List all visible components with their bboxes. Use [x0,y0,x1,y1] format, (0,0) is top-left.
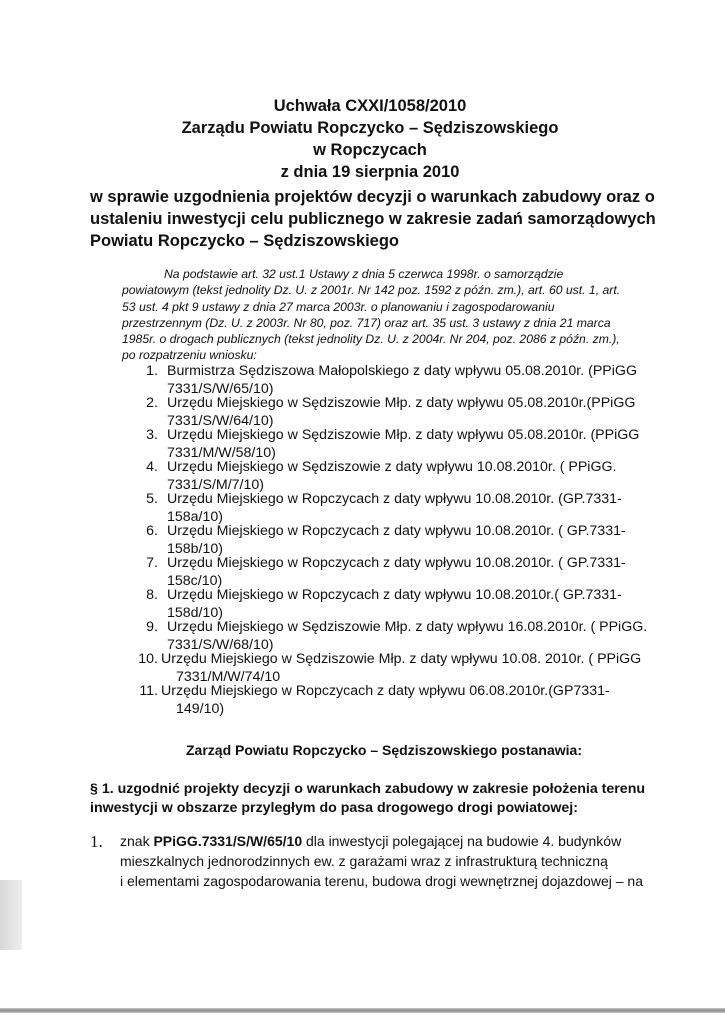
legal-basis-line: 53 ust. 4 pkt 9 ustawy z dnia 27 marca 2003r. o planowaniu i zagospodarowaniu [122,299,555,314]
resolution-date: z dnia 19 sierpnia 2010 [280,163,460,181]
item-number: 4. [146,459,158,475]
item-text: Urzędu Miejskiego w Sędziszowie z daty wpływu 10.08.2010r. ( PPiGG. [167,459,617,475]
section-line: inwestycji w obszarze przyległym do pasa drogowego drogi powiatowej: [90,800,578,816]
legal-basis [122,266,688,364]
scan-edge-mark [0,880,22,950]
subject-line: w sprawie uzgodnienia projektów decyzji o warunkach zabudowy oraz o [90,188,655,206]
item-text: Urzędu Miejskiego w Ropczycach z daty wpływu 10.08.2010r. ( GP.7331- [167,523,626,539]
issuing-authority: Zarządu Powiatu Ropczycko – Sędziszowskiego [181,119,559,137]
item-text: 158b/10) [167,541,224,557]
item-number: 3. [146,427,158,443]
legal-basis-line: 1985r. o drogach publicznych (tekst jednolity Dz. U. z 2004r. Nr 204, poz. 2086 z późn. zm.), [122,332,620,347]
item-number: 7. [146,555,158,571]
item-text: Urzędu Miejskiego w Ropczycach z daty wpływu 10.08.2010r. ( GP.7331- [167,555,626,571]
item-number: 10. [138,651,158,667]
point-line [120,832,621,851]
legal-basis-line: po rozpatrzeniu wniosku: [122,348,257,363]
item-number: 11. [139,683,158,699]
item-text: 7331/S/W/68/10) [167,637,274,653]
section-1 [90,780,700,818]
subject-line: Powiatu Ropczycko – Sędziszowskiego [90,232,399,250]
item-text: Urzędu Miejskiego w Ropczycach z daty wpływu 06.08.2010r.(GP7331- [161,683,610,699]
item-text: 158a/10) [167,509,224,525]
item-text: 7331/S/W/64/10) [167,413,274,429]
point-line: i elementami zagospodarowania terenu, budowa drogi wewnętrznej dojazdowej – na [120,873,643,889]
legal-basis-line: Na podstawie art. 32 ust.1 Ustawy z dnia 5 czerwca 1998r. o samorządzie [164,267,564,281]
point-lead: znak [120,833,154,849]
section-line: § 1. uzgodnić projekty decyzji o warunkach zabudowy w zakresie położenia terenu [90,781,646,797]
item-number: 5. [146,491,158,507]
item-number: 6. [146,523,158,539]
case-code: PPiGG.7331/S/W/65/10 [153,833,303,849]
item-text: 149/10) [176,701,225,717]
legal-basis-line: przestrzennym (Dz. U. z 2003r. Nr 80, poz. 717) oraz art. 35 ust. 3 ustawy z dnia 21 marca [122,315,611,330]
item-text: 7331/S/M/7/10) [167,477,265,493]
point-line: mieszkalnych jednorodzinnych ew. z garażami wraz z infrastrukturą techniczną [120,853,608,869]
board-decision-heading: Zarząd Powiatu Ropczycko – Sędziszowskiego postanawia: [186,742,582,758]
item-text: Urzędu Miejskiego w Ropczycach z daty wpływu 10.08.2010r. (GP.7331- [167,491,622,507]
item-number: 8. [146,587,158,603]
item-number: 1. [146,363,158,379]
scan-bottom-line [0,1008,725,1013]
item-text: Urzędu Miejskiego w Sędziszowie Młp. z daty wpływu 05.08.2010r. (PPiGG [167,427,640,443]
legal-basis-line: powiatowym (tekst jednolity Dz. U. z 2001r. Nr 142 poz. 1592 z późn. zm.), art. 60 ust. 1, art. [122,283,621,298]
item-text: Urzędu Miejskiego w Sędziszowie Młp. z daty wpływu 05.08.2010r.(PPiGG [167,395,636,411]
item-text: 158d/10) [167,605,224,621]
item-text: 7331/M/W/58/10) [167,445,276,461]
item-text: 7331/M/W/74/10 [176,669,281,685]
item-number: 2. [146,395,158,411]
subject-line: ustaleniu inwestycji celu publicznego w zakresie zadań samorządowych [90,210,656,228]
item-number: 9. [146,619,158,635]
item-text: Burmistrza Sędziszowa Małopolskiego z daty wpływu 05.08.2010r. (PPiGG [167,363,637,379]
point-number: 1. [90,832,103,851]
item-text: Urzędu Miejskiego w Ropczycach z daty wpływu 10.08.2010r.( GP.7331- [167,587,622,603]
item-text: Urzędu Miejskiego w Sędziszowie Młp. z daty wpływu 10.08. 2010r. ( PPiGG [161,651,642,667]
resolution-number: Uchwała CXXI/1058/2010 [273,97,467,115]
item-text: 158c/10) [167,573,223,589]
authority-location: w Ropczycach [313,141,427,159]
point-rest: dla inwestycji polegającej na budowie 4. budynków [302,833,622,849]
item-text: 7331/S/W/65/10) [167,381,274,397]
item-text: Urzędu Miejskiego w Sędziszowie Młp. z daty wpływu 16.08.2010r. ( PPiGG. [167,619,648,635]
resolution-subject [90,186,690,252]
